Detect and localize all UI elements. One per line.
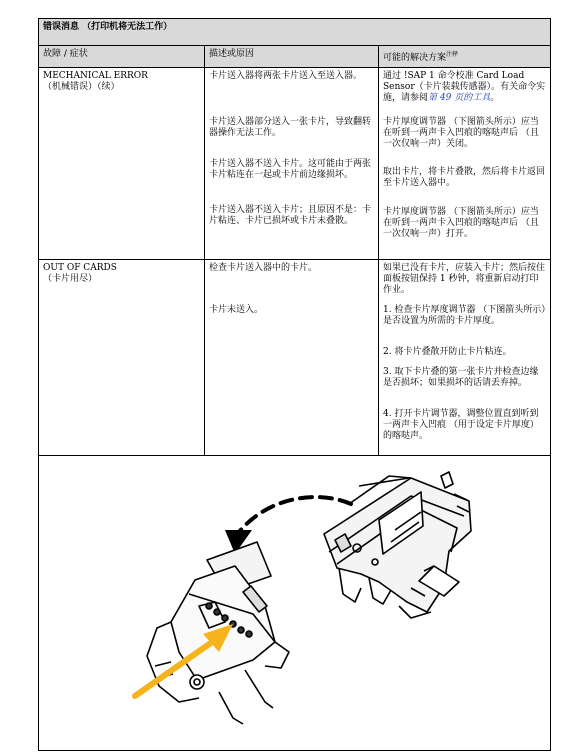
- solution-calibrate-end: 。: [490, 93, 500, 103]
- header-solution-label: 可能的解决方案: [383, 53, 447, 63]
- cause-text: 检查卡片送入器中的卡片。: [209, 263, 318, 273]
- solution-text: 4. 打开卡片调节器，调整位置直到听到一两声卡入凹痕 （用于设定卡片厚度）的喀哒声。: [383, 409, 539, 441]
- symptom-code: MECHANICAL ERROR: [43, 71, 148, 81]
- illustration-row: [39, 456, 551, 751]
- illustration-cell: [39, 456, 551, 751]
- header-fault: 故障 / 症状: [39, 46, 205, 68]
- cause-text: 卡片未送入。: [209, 305, 264, 315]
- footnote-marker: 注释: [446, 51, 459, 58]
- symptom-cell: [39, 68, 205, 260]
- table-title: 错误消息 （打印机将无法工作）: [39, 19, 551, 46]
- printer-illustration: [39, 456, 551, 750]
- solution-text: 3. 取下卡片叠的第一张卡片并检查边缘是否损坏；如果损坏的话请丢弃掉。: [383, 367, 539, 388]
- header-description: 描述或原因: [205, 46, 379, 68]
- table-row: [39, 260, 551, 456]
- symptom-translation: （卡片用尽）: [43, 274, 98, 284]
- cause-text: 卡片送入器部分送入一张卡片，导致翻转器操作无法工作。: [209, 117, 372, 138]
- cause-text: 卡片送入器不送入卡片。这可能由于两张卡片粘连在一起或卡片前边缘损坏。: [209, 159, 372, 180]
- page-reference-link[interactable]: 第 49 页的工具: [428, 93, 491, 103]
- header-solution: [379, 46, 551, 68]
- solution-cell: [379, 68, 551, 260]
- solution-text: 取出卡片，将卡片叠散，然后将卡片返回至卡片送入器中。: [383, 167, 546, 188]
- cause-text: 卡片送入器不送入卡片；且原因不是：卡片粘连、卡片已损坏或卡片未叠散。: [209, 205, 372, 226]
- symptom-code: OUT OF CARDS: [43, 263, 117, 273]
- solution-calibrate-text: 通过 !SAP 1 命令校准 Card Load Sensor（卡片装载传感器）。有关命令实施，请参阅: [383, 71, 546, 103]
- table-header-row: [39, 46, 551, 68]
- solution-cell: [379, 260, 551, 456]
- symptom-translation: （机械错误）（续）: [43, 82, 120, 92]
- cause-text: 卡片送入器将两张卡片送入至送入器。: [209, 71, 363, 81]
- cause-cell: [205, 68, 379, 260]
- solution-text: [383, 71, 546, 117]
- solution-text: 1. 检查卡片厚度调节器 （下图箭头所示）是否设置为所需的卡片厚度。: [383, 305, 546, 326]
- solution-text: 如果已没有卡片，应装入卡片；然后按住面板按钮保持 1 秒钟，将重新启动打印作业。: [383, 263, 546, 295]
- solution-text: 卡片厚度调节器 （下图箭头所示）应当在听到一两声卡入凹痕的喀哒声后 （且一次仅响一声）打开。: [383, 207, 539, 239]
- cause-cell: [205, 260, 379, 456]
- table-title-row: [39, 19, 551, 46]
- printer-mechanism-drawing: [324, 472, 471, 618]
- error-table: [38, 18, 551, 751]
- table-row: [39, 68, 551, 260]
- symptom-cell: [39, 260, 205, 456]
- solution-text: 2. 将卡片叠散开防止卡片粘连。: [383, 347, 512, 357]
- solution-text: 卡片厚度调节器 （下图箭头所示）应当在听到一两声卡入凹痕的喀哒声后 （且一次仅响一声）关闭。: [383, 117, 539, 149]
